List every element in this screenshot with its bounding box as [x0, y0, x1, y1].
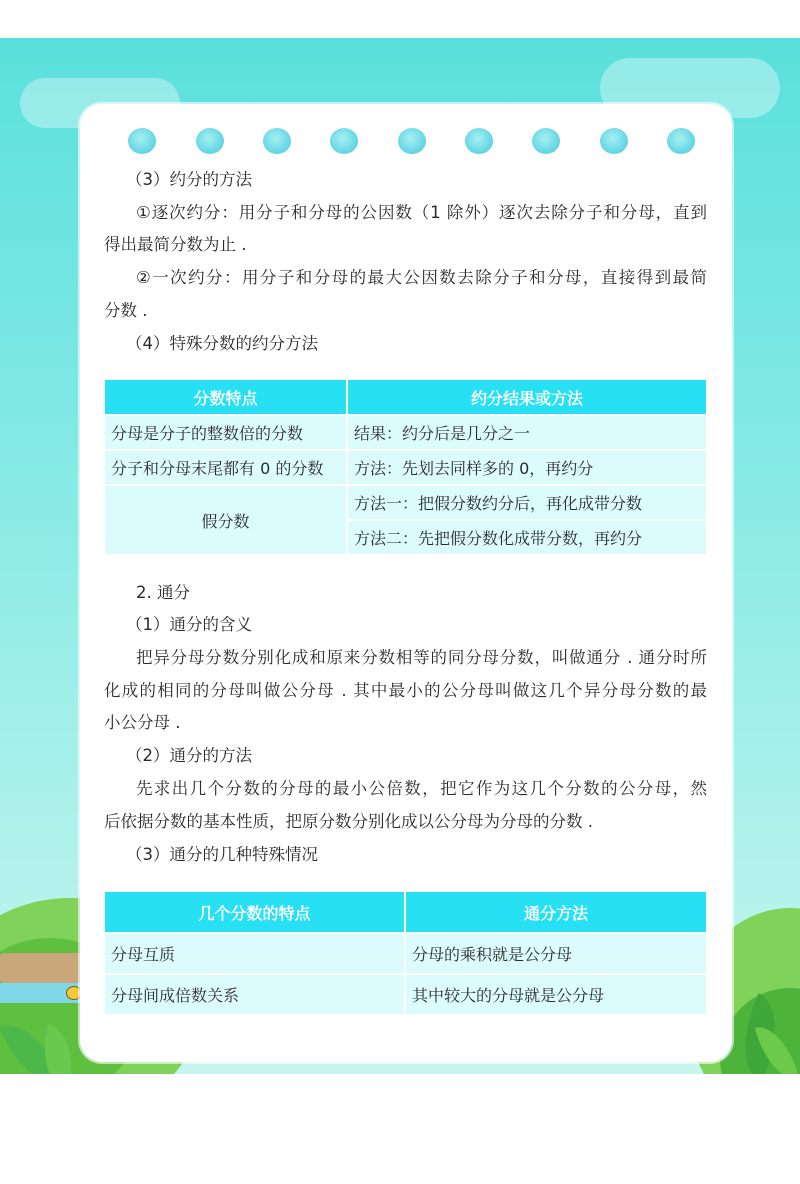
- binder-hole: [465, 128, 493, 154]
- table-cell: 其中较大的分母就是公分母: [406, 975, 706, 1016]
- binder-holes: [128, 128, 704, 156]
- heading-method: （2）通分的方法: [126, 746, 252, 765]
- heading-meaning: （1）通分的含义: [126, 615, 252, 634]
- table-header: 约分结果或方法: [348, 380, 706, 416]
- paragraph-line: 得出最简分数为止 .: [104, 235, 247, 254]
- heading-special-fractions: （4）特殊分数的约分方法: [126, 334, 318, 353]
- table-row: [105, 975, 706, 1016]
- table-cell: 方法一：把假分数约分后，再化成带分数: [348, 486, 706, 521]
- binder-hole: [600, 128, 628, 154]
- table-header: 分数特点: [105, 380, 348, 416]
- table-cell: 分母的乘积就是公分母: [406, 934, 706, 975]
- paragraph-line: 后依据分数的基本性质，把原分数分别化成以公分母为分母的分数 .: [104, 812, 593, 831]
- table-cell: 方法：先划去同样多的 0，再约分: [348, 451, 706, 486]
- table-header-row: [105, 380, 706, 416]
- heading-reduction-method: （3）约分的方法: [126, 170, 252, 189]
- table-cell: 分母间成倍数关系: [105, 975, 406, 1016]
- common-denominator-table: [105, 892, 706, 1016]
- paragraph-line: 小公分母 .: [104, 713, 181, 732]
- paragraph-line: 先求出几个分数的分母的最小公倍数，把它作为这几个分数的公分母，然: [136, 779, 707, 798]
- paragraph-line: ②一次约分：用分子和分母的最大公因数去除分子和分母，直接得到最简: [136, 268, 707, 287]
- table-row: [105, 416, 706, 451]
- reduction-table: [105, 380, 706, 556]
- heading-special-cases: （3）通分的几种特殊情况: [126, 845, 318, 864]
- paragraph-line: 把异分母分数分别化成和原来分数相等的同分母分数，叫做通分 . 通分时所: [136, 648, 707, 667]
- section-title-common-denominator: 2. 通分: [136, 583, 190, 602]
- binder-hole: [330, 128, 358, 154]
- paragraph-line: 分数 .: [104, 301, 148, 320]
- table-cell: 结果：约分后是几分之一: [348, 416, 706, 451]
- paragraph-line: 化成的相同的分母叫做公分母 . 其中最小的公分母叫做这几个异分母分数的最: [104, 681, 707, 700]
- table-row: [105, 486, 706, 521]
- binder-hole: [263, 128, 291, 154]
- table-cell: 分子和分母末尾都有 0 的分数: [105, 451, 348, 486]
- table-cell: 假分数: [105, 486, 348, 556]
- binder-hole: [128, 128, 156, 154]
- paragraph-line: ①逐次约分：用分子和分母的公因数（1 除外）逐次去除分子和分母，直到: [136, 203, 707, 222]
- binder-hole: [667, 128, 695, 154]
- table-cell: 分母互质: [105, 934, 406, 975]
- table-header: 几个分数的特点: [105, 892, 406, 934]
- table-header: 通分方法: [406, 892, 706, 934]
- table-row: [105, 451, 706, 486]
- table-cell: 分母是分子的整数倍的分数: [105, 416, 348, 451]
- table-header-row: [105, 892, 706, 934]
- binder-hole: [196, 128, 224, 154]
- binder-hole: [398, 128, 426, 154]
- path-decoration: [0, 953, 85, 983]
- table-row: [105, 934, 706, 975]
- binder-hole: [532, 128, 560, 154]
- table-cell: 方法二：先把假分数化成带分数，再约分: [348, 521, 706, 556]
